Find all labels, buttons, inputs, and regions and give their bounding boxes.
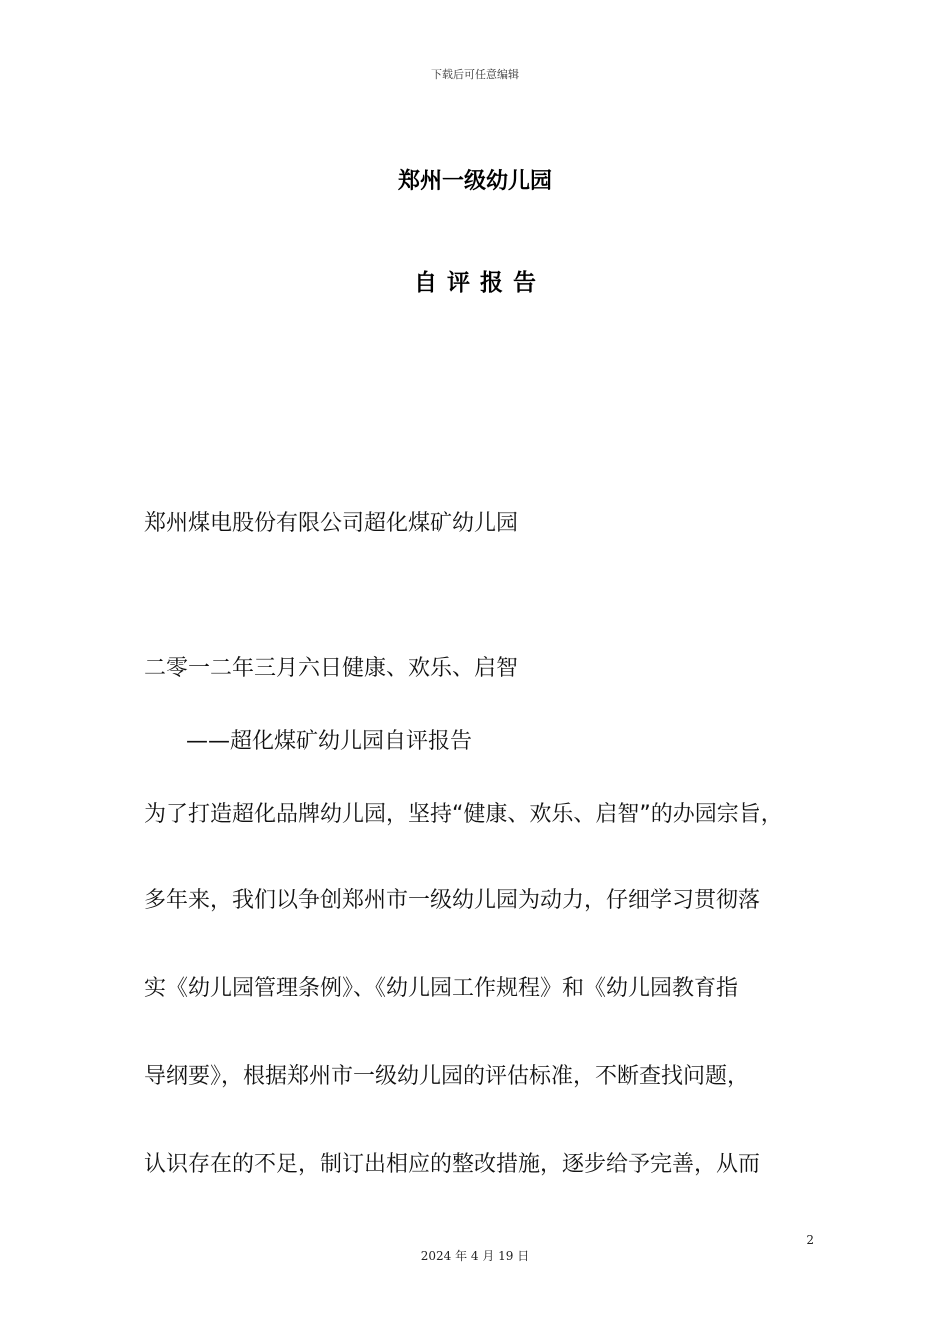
school-title: 郑州一级幼儿园 — [397, 169, 552, 194]
paragraph-line: 实《幼儿园管理条例》、《幼儿园工作规程》和《幼儿园教育指 — [144, 976, 739, 1001]
paragraph-line: 为了打造超化品牌幼儿园，坚持“健康、欢乐、启智”的办园宗旨， — [144, 802, 783, 827]
paragraph-line: 导纲要》，根据郑州市一级幼儿园的评估标准，不断查找问题， — [144, 1064, 750, 1089]
footer-date: 2024 年 4 月 19 日 — [420, 1249, 530, 1263]
date-and-motto: 二零一二年三月六日健康、欢乐、启智 — [144, 656, 519, 681]
report-subtitle: ——超化煤矿幼儿园自评报告 — [186, 729, 473, 754]
page-number: 2 — [806, 1233, 814, 1247]
header-note: 下载后可任意编辑 — [431, 68, 519, 81]
organization-name: 郑州煤电股份有限公司超化煤矿幼儿园 — [144, 511, 519, 536]
paragraph-line: 多年来，我们以争创郑州市一级幼儿园为动力，仔细学习贯彻落 — [144, 888, 761, 913]
paragraph-line: 认识存在的不足，制订出相应的整改措施，逐步给予完善，从而 — [144, 1152, 761, 1177]
report-title: 自评报告 — [414, 270, 546, 296]
